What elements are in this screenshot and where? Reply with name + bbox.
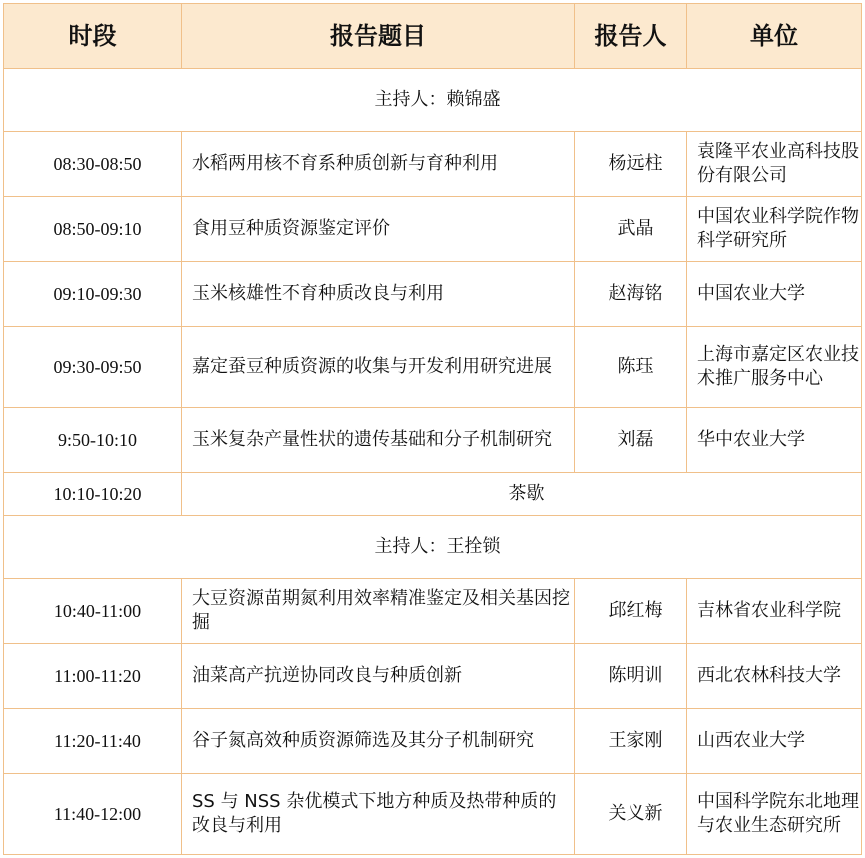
speaker-cell: 王家刚 bbox=[575, 709, 687, 774]
table-row bbox=[4, 774, 862, 855]
unit-cell: 上海市嘉定区农业技术推广服务中心 bbox=[687, 327, 862, 408]
break-label: 茶歇 bbox=[182, 473, 862, 516]
unit-cell: 袁隆平农业高科技股份有限公司 bbox=[687, 132, 862, 197]
unit-cell: 中国科学院东北地理与农业生态研究所 bbox=[687, 774, 862, 855]
header-unit: 单位 bbox=[687, 4, 862, 69]
title-cell: 玉米复杂产量性状的遗传基础和分子机制研究 bbox=[182, 408, 575, 473]
chair-row bbox=[4, 69, 862, 132]
time-cell: 08:50-09:10 bbox=[4, 197, 182, 262]
header-time: 时段 bbox=[4, 4, 182, 69]
speaker-cell: 赵海铭 bbox=[575, 262, 687, 327]
speaker-cell: 陈明训 bbox=[575, 644, 687, 709]
time-cell: 11:40-12:00 bbox=[4, 774, 182, 855]
header-speaker: 报告人 bbox=[575, 4, 687, 69]
title-cell: 谷子氮高效种质资源筛选及其分子机制研究 bbox=[182, 709, 575, 774]
unit-cell: 西北农林科技大学 bbox=[687, 644, 862, 709]
header-row bbox=[4, 4, 862, 69]
title-cell: 大豆资源苗期氮利用效率精准鉴定及相关基因挖掘 bbox=[182, 579, 575, 644]
table-row bbox=[4, 327, 862, 408]
table-row bbox=[4, 197, 862, 262]
time-cell: 09:30-09:50 bbox=[4, 327, 182, 408]
unit-cell: 山西农业大学 bbox=[687, 709, 862, 774]
speaker-cell: 武晶 bbox=[575, 197, 687, 262]
time-cell: 09:10-09:30 bbox=[4, 262, 182, 327]
schedule-table bbox=[3, 3, 862, 855]
unit-cell: 中国农业科学院作物科学研究所 bbox=[687, 197, 862, 262]
title-cell: SS 与 NSS 杂优模式下地方种质及热带种质的改良与利用 bbox=[182, 774, 575, 855]
session-chair: 主持人：王拴锁 bbox=[4, 516, 862, 579]
time-cell: 08:30-08:50 bbox=[4, 132, 182, 197]
speaker-cell: 邱红梅 bbox=[575, 579, 687, 644]
title-cell: 水稻两用核不育系种质创新与育种利用 bbox=[182, 132, 575, 197]
table-row bbox=[4, 644, 862, 709]
title-cell: 食用豆种质资源鉴定评价 bbox=[182, 197, 575, 262]
time-cell: 11:20-11:40 bbox=[4, 709, 182, 774]
unit-cell: 中国农业大学 bbox=[687, 262, 862, 327]
title-cell: 玉米核雄性不育种质改良与利用 bbox=[182, 262, 575, 327]
break-time: 10:10-10:20 bbox=[4, 473, 182, 516]
speaker-cell: 杨远柱 bbox=[575, 132, 687, 197]
time-cell: 11:00-11:20 bbox=[4, 644, 182, 709]
title-cell: 嘉定蚕豆种质资源的收集与开发利用研究进展 bbox=[182, 327, 575, 408]
session-chair: 主持人：赖锦盛 bbox=[4, 69, 862, 132]
table-row bbox=[4, 132, 862, 197]
unit-cell: 吉林省农业科学院 bbox=[687, 579, 862, 644]
time-cell: 9:50-10:10 bbox=[4, 408, 182, 473]
table-row bbox=[4, 709, 862, 774]
speaker-cell: 刘磊 bbox=[575, 408, 687, 473]
table-row bbox=[4, 262, 862, 327]
unit-cell: 华中农业大学 bbox=[687, 408, 862, 473]
title-cell: 油菜高产抗逆协同改良与种质创新 bbox=[182, 644, 575, 709]
speaker-cell: 关义新 bbox=[575, 774, 687, 855]
chair-row bbox=[4, 516, 862, 579]
table-row bbox=[4, 579, 862, 644]
break-row bbox=[4, 473, 862, 516]
table-row bbox=[4, 408, 862, 473]
header-title: 报告题目 bbox=[182, 4, 575, 69]
time-cell: 10:40-11:00 bbox=[4, 579, 182, 644]
speaker-cell: 陈珏 bbox=[575, 327, 687, 408]
